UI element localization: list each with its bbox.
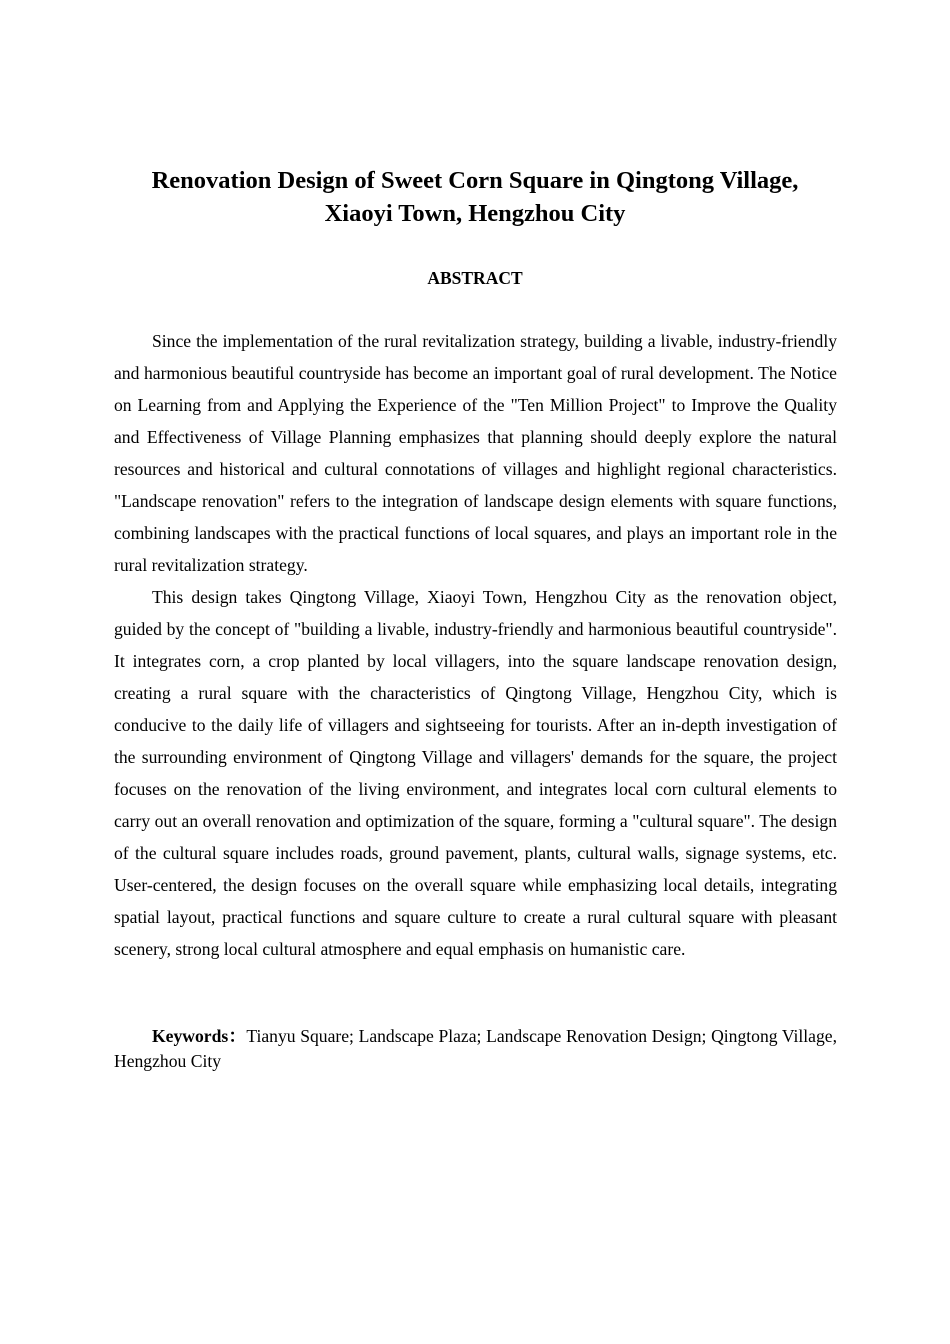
- keywords-text: Tianyu Square; Landscape Plaza; Landscape Renovation Design; Qingtong Village, Hengzhou City: [114, 1026, 837, 1071]
- abstract-paragraph-2: This design takes Qingtong Village, Xiaoyi Town, Hengzhou City as the renovation object, guided by the concept of "building a livable, industry-friendly and harmonious beautiful countryside". It integrates corn, a crop planted by local villagers, into the square landscape renovation design, creating a rural square with the characteristics of Qingtong Village, Hengzhou City, which is conducive to the daily life of villagers and sightseeing for tourists. After an in-depth investigation of the surrounding environment of Qingtong Village and villagers' demands for the square, the project focuses on the renovation of the living environment, and integrates local corn cultural elements to carry out an overall renovation and optimization of the square, forming a "cultural square". The design of the cultural square includes roads, ground pavement, plants, cultural walls, signage systems, etc. User-centered, the design focuses on the overall square while emphasizing local details, integrating spatial layout, practical functions and square culture to create a rural cultural square with pleasant scenery, strong local cultural atmosphere and equal emphasis on humanistic care.: [114, 587, 837, 959]
- keywords: [114, 1024, 837, 1074]
- title-line-1: Renovation Design of Sweet Corn Square in Qingtong Village,: [151, 167, 799, 194]
- abstract-paragraph-1: Since the implementation of the rural revitalization strategy, building a livable, industry-friendly and harmonious beautiful countryside has become an important goal of rural development. The Notice on Learning from and Applying the Experience of the "Ten Million Project" to Improve the Quality and Effectiveness of Village Planning emphasizes that planning should deeply explore the natural resources and historical and cultural connotations of villages and highlight regional characteristics. "Landscape renovation" refers to the integration of landscape design elements with square functions, combining landscapes with the practical functions of local squares, and plays an important role in the rural revitalization strategy.: [114, 331, 837, 575]
- keywords-label: Keywords：: [152, 1026, 247, 1046]
- abstract-heading: ABSTRACT: [427, 268, 523, 288]
- abstract-body: [114, 325, 837, 965]
- paper-title: [100, 164, 850, 230]
- title-line-2: Xiaoyi Town, Hengzhou City: [324, 200, 626, 227]
